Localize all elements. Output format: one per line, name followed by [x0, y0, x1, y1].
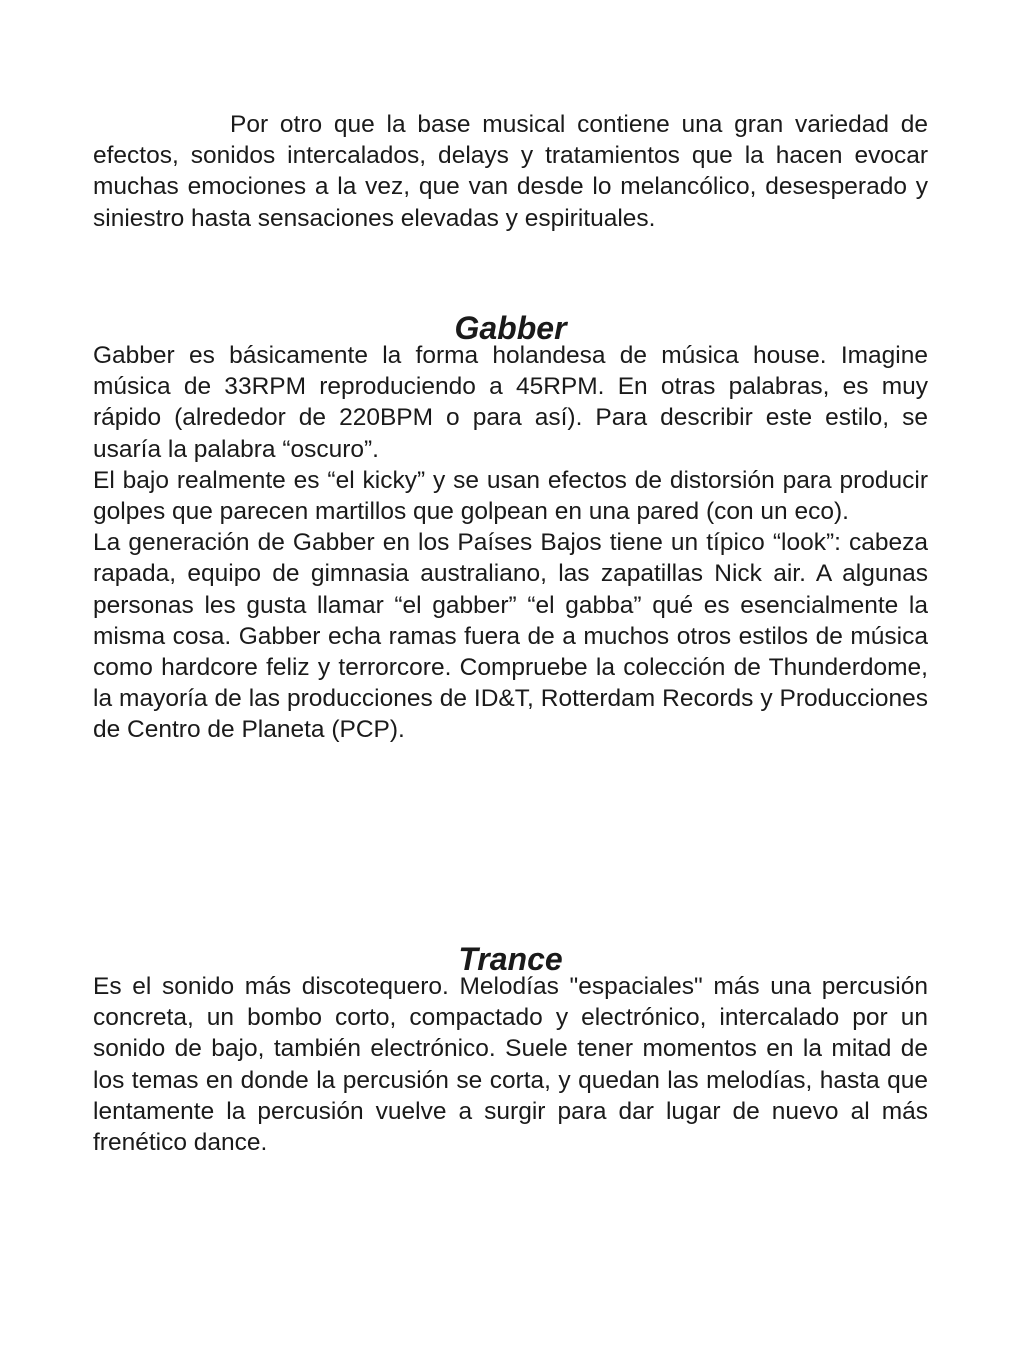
- gabber-paragraph-1: Gabber es básicamente la forma holandesa de música house. Imagine música de 33RPM reproduciendo a 45RPM. En otras palabras, es muy rápido (alrededor de 220BPM o para así). Para describir este estilo, se usaría la palabra “oscuro”.: [93, 342, 928, 463]
- gabber-paragraph-2: El bajo realmente es “el kicky” y se usan efectos de distorsión para producir golpes que parecen martillos que golpean en una pared (con un eco).: [93, 466, 928, 526]
- intro-paragraph: Por otro que la base musical contiene una gran variedad de efectos, sonidos intercalados, delays y tratamientos que la hacen evocar muchas emociones a la vez, que van desde lo melancólico, desesperado y siniestro hasta sensaciones elevadas y espirituales.: [93, 111, 928, 232]
- intro-section: [93, 109, 928, 234]
- gabber-heading: Gabber: [454, 310, 567, 346]
- trance-heading: Trance: [458, 941, 563, 977]
- gabber-section: [93, 340, 928, 746]
- trance-section: [93, 971, 928, 1158]
- gabber-paragraph-3: La generación de Gabber en los Países Bajos tiene un típico “look”: cabeza rapada, equipo de gimnasia australiano, las zapatillas Nick air. A algunas personas les gusta llamar “el gabber” “el gabba” qué es esencialmente la misma cosa. Gabber echa ramas fuera de a muchos otros estilos de música como hardcore feliz y terrorcore. Compruebe la colección de Thunderdome, la mayoría de las producciones de ID&T, Rotterdam Records y Producciones de Centro de Planeta (PCP).: [93, 529, 928, 744]
- trance-paragraph: Es el sonido más discotequero. Melodías "espaciales" más una percusión concreta, un bombo corto, compactado y electrónico, intercalado por un sonido de bajo, también electrónico. Suele tener momentos en la mitad de los temas en donde la percusión se corta, y quedan las melodías, hasta que lentamente la percusión vuelve a surgir para dar lugar de nuevo al más frenético dance.: [93, 973, 928, 1157]
